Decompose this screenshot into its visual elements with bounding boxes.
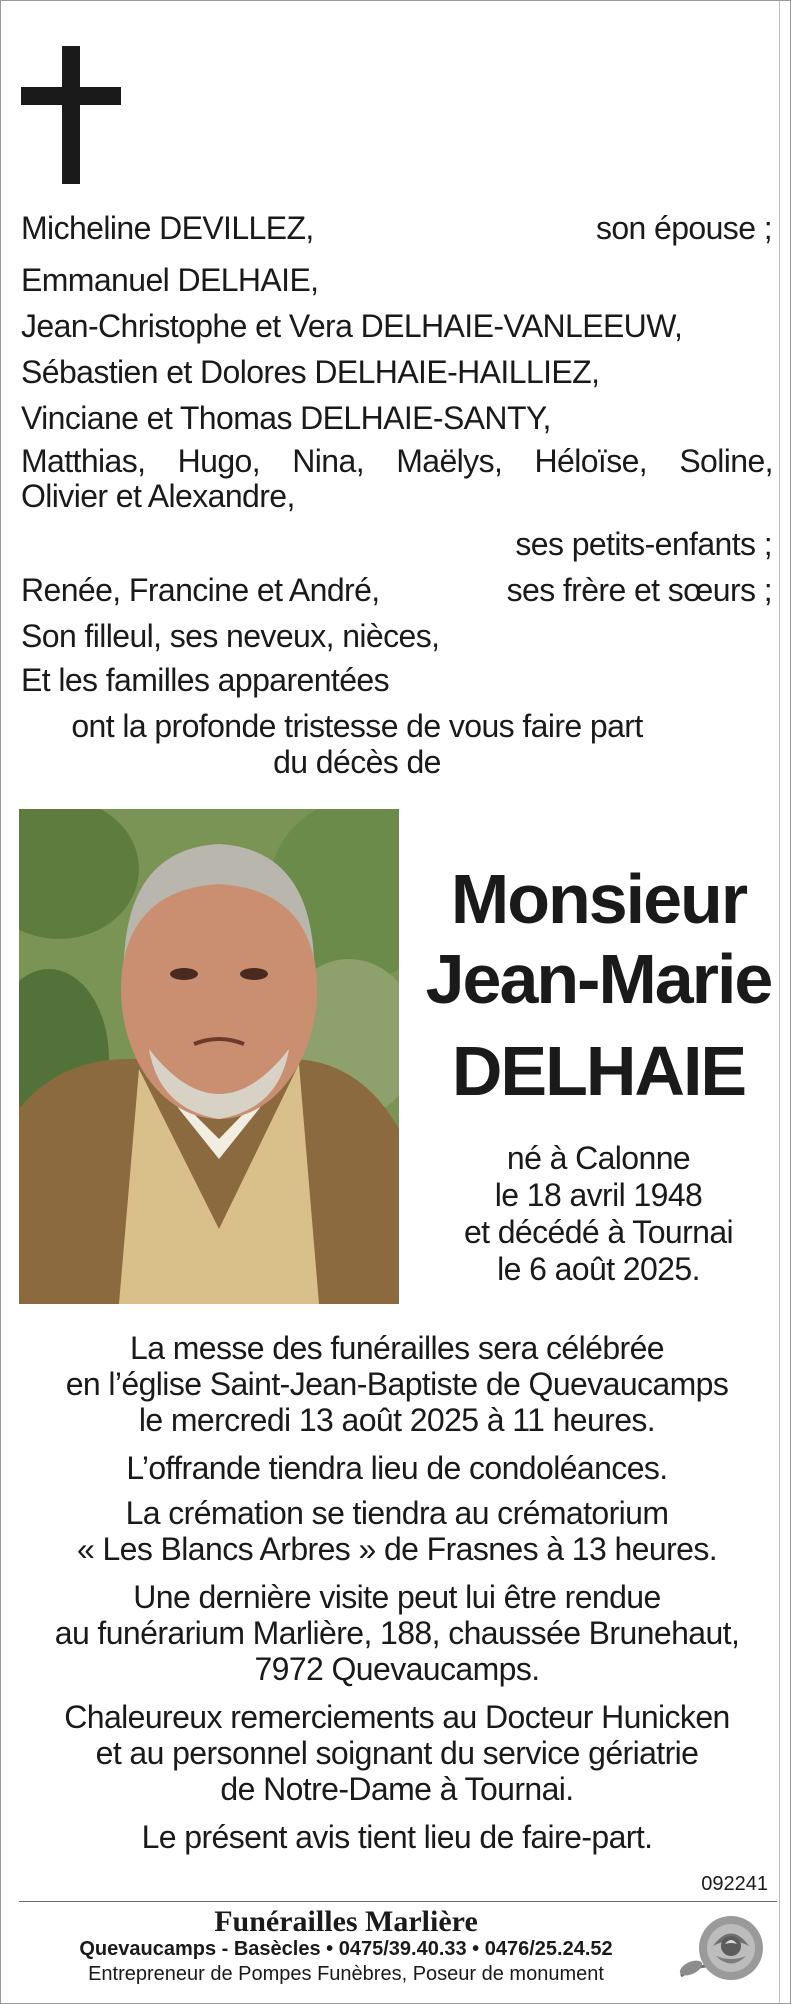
others-line-2: Et les familles apparentées bbox=[21, 662, 390, 698]
grandchild-name: Maëlys, bbox=[396, 443, 503, 479]
thanks-line-2: et au personnel soignant du service gériatrie bbox=[95, 1735, 699, 1771]
announce-line-1: ont la profonde tristesse de vous faire part bbox=[71, 708, 643, 744]
deceased-first-name: Jean-Marie bbox=[425, 940, 772, 1018]
thanks-line-1: Chaleureux remerciements au Docteur Hunicken bbox=[64, 1699, 730, 1735]
funeral-home-name: Funérailles Marlière bbox=[214, 1905, 478, 1938]
grandchild-name: Héloïse, bbox=[534, 443, 648, 479]
rose-icon bbox=[671, 1906, 771, 1998]
child-4: Vinciane et Thomas DELHAIE-SANTY, bbox=[21, 400, 551, 436]
siblings-role: ses frère et sœurs ; bbox=[506, 572, 772, 608]
offering-line: L’offrande tiendra lieu de condoléances. bbox=[126, 1450, 668, 1486]
funeral-mass-line-3: le mercredi 13 août 2025 à 11 heures. bbox=[138, 1402, 656, 1438]
grandchildren-line1 bbox=[21, 444, 773, 479]
funeral-mass-line-1: La messe des funérailles sera célébrée bbox=[130, 1330, 664, 1366]
cross-icon bbox=[21, 46, 121, 184]
notice-line: Le présent avis tient lieu de faire-part. bbox=[141, 1819, 653, 1855]
grandchild-name: Matthias, bbox=[21, 443, 146, 479]
visit-line-3: 7972 Quevaucamps. bbox=[254, 1651, 540, 1687]
funeral-mass-line-2: en l’église Saint-Jean-Baptiste de Quevaucamps bbox=[65, 1366, 729, 1402]
visit-line-2: au funérarium Marlière, 188, chaussée Brunehaut, bbox=[54, 1615, 740, 1651]
spouse-role: son épouse ; bbox=[595, 210, 772, 246]
announce-line-2: du décès de bbox=[273, 744, 441, 780]
death-date: le 6 août 2025. bbox=[497, 1251, 700, 1287]
child-1: Emmanuel DELHAIE, bbox=[21, 262, 319, 298]
others-line-1: Son filleul, ses neveux, nièces, bbox=[21, 618, 440, 654]
death-place: et décédé à Tournai bbox=[463, 1214, 734, 1250]
funeral-home-subtitle: Entrepreneur de Pompes Funèbres, Poseur de monument bbox=[88, 1963, 604, 1985]
siblings-names: Renée, Francine et André, bbox=[21, 572, 380, 608]
grandchild-name: Soline, bbox=[679, 443, 773, 479]
birth-date: le 18 avril 1948 bbox=[494, 1177, 703, 1213]
spouse-name: Micheline DEVILLEZ, bbox=[21, 210, 314, 246]
deceased-title: Monsieur bbox=[450, 860, 747, 938]
grandchildren bbox=[21, 444, 773, 514]
cremation-line-2: « Les Blancs Arbres » de Frasnes à 13 heures. bbox=[76, 1531, 718, 1567]
deceased-last-name: DELHAIE bbox=[451, 1032, 746, 1110]
deceased-photo bbox=[19, 809, 399, 1304]
visit-line-1: Une dernière visite peut lui être rendue bbox=[133, 1579, 661, 1615]
cremation-line-1: La crémation se tiendra au crématorium bbox=[125, 1495, 669, 1531]
footer-divider bbox=[19, 1901, 777, 1902]
child-2: Jean-Christophe et Vera DELHAIE-VANLEEUW, bbox=[21, 308, 683, 344]
funeral-home-address: Quevaucamps - Basècles • 0475/39.40.33 • 0476/25.24.52 bbox=[79, 1938, 613, 1960]
grandchild-name: Hugo, bbox=[177, 443, 261, 479]
grandchildren-line2: Olivier et Alexandre, bbox=[21, 478, 295, 514]
thanks-line-3: de Notre-Dame à Tournai. bbox=[220, 1771, 574, 1807]
grandchildren-role: ses petits-enfants ; bbox=[515, 526, 772, 562]
child-3: Sébastien et Dolores DELHAIE-HAILLIEZ, bbox=[21, 354, 600, 390]
grandchild-name: Nina, bbox=[292, 443, 364, 479]
reference-number: 092241 bbox=[701, 1873, 768, 1895]
birth-place: né à Calonne bbox=[506, 1140, 691, 1176]
